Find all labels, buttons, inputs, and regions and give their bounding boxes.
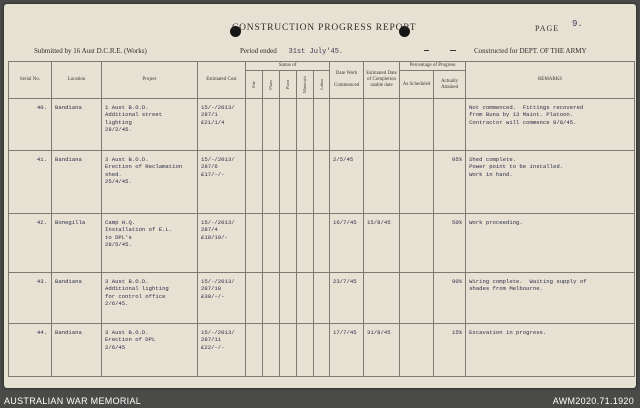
cell-completion — [364, 273, 400, 324]
cell-attained: 15% — [434, 324, 466, 377]
cell-scheduled — [400, 151, 434, 214]
table-row — [9, 99, 635, 151]
header-status-of: Status of — [246, 62, 330, 71]
cell-completion: 31/8/45 — [364, 324, 400, 377]
cell-remarks: Wiring complete. Waiting supply of shades from Melbourne. — [466, 273, 635, 324]
footer-credit: AUSTRALIAN WAR MEMORIAL — [4, 396, 142, 406]
cell-plant — [280, 99, 297, 151]
cell-scheduled — [400, 324, 434, 377]
table-row — [9, 214, 635, 273]
cell-remarks: Work proceeding. — [466, 214, 635, 273]
footer-accession-number: AWM2020.71.1920 — [552, 396, 634, 406]
cell-plant — [280, 324, 297, 377]
cell-plans — [263, 99, 280, 151]
submitted-value: 16 Aust D.C.R.E. (Works) — [73, 47, 147, 55]
header-project: Project — [102, 62, 198, 99]
cell-site — [246, 214, 263, 273]
cell-project: 3 Aust B.O.D. Additional lighting for control office 2/6/45. — [102, 273, 198, 324]
cell-completion: 15/8/45 — [364, 214, 400, 273]
header-plant-label: Plant — [285, 79, 291, 90]
header-commenced: Commenced — [333, 83, 360, 88]
cell-serial: 41. — [9, 151, 52, 214]
cell-site — [246, 324, 263, 377]
cell-materials — [297, 99, 314, 151]
cell-project: 3 Aust B.O.D. Erection of Reclamation shed. 25/4/45. — [102, 151, 198, 214]
header-actually-attained: Actually Attained — [434, 71, 466, 99]
cell-plant — [280, 214, 297, 273]
cell-commenced: 17/7/45 — [330, 324, 364, 377]
constructed-for — [474, 47, 587, 55]
period-value: 31st July'45. — [288, 48, 344, 56]
cell-scheduled — [400, 273, 434, 324]
cell-scheduled — [400, 214, 434, 273]
period-ended — [240, 47, 343, 56]
cell-completion — [364, 151, 400, 214]
cell-plans — [263, 324, 280, 377]
cell-site — [246, 273, 263, 324]
header-materials — [297, 71, 314, 99]
header-materials-label: Materials — [302, 76, 308, 93]
header-plans-label: Plans — [268, 79, 274, 90]
table-row — [9, 151, 635, 214]
period-label: Period ended — [240, 47, 277, 55]
cell-labor — [314, 273, 330, 324]
constructed-value: DEPT. OF THE ARMY — [519, 47, 587, 55]
cell-plans — [263, 214, 280, 273]
progress-table — [8, 61, 635, 377]
cell-cost: 15/-/2013/ 287/11 £22/-/- — [198, 324, 246, 377]
cell-attained: 50% — [434, 214, 466, 273]
cell-serial: 42. — [9, 214, 52, 273]
header-remarks: REMARKS — [466, 62, 635, 99]
cell-attained: 95% — [434, 151, 466, 214]
cell-plans — [263, 273, 280, 324]
cell-location: Bandiana — [52, 273, 102, 324]
header-plant — [280, 71, 297, 99]
cell-commenced: 16/7/45 — [330, 214, 364, 273]
cell-completion — [364, 99, 400, 151]
cell-plant — [280, 273, 297, 324]
header-date-work-label: Date Work — [335, 71, 358, 77]
cell-location: Bandiana — [52, 99, 102, 151]
cell-project: 3 Aust B.O.D. Erection of DPL 2/6/45 — [102, 324, 198, 377]
cell-labor — [314, 324, 330, 377]
table-row — [9, 324, 635, 377]
cell-materials — [297, 214, 314, 273]
cell-serial: 43. — [9, 273, 52, 324]
cell-attained — [434, 99, 466, 151]
cell-labor — [314, 214, 330, 273]
cell-location: Bandiana — [52, 324, 102, 377]
submitted-by — [34, 47, 147, 55]
header-as-scheduled: As Scheduled — [400, 71, 434, 99]
header-serial: Serial No. — [9, 62, 52, 99]
cell-remarks: Shed complete. Power point to be installed. Work in hand. — [466, 151, 635, 214]
cell-cost: 15/-/2013/ 287/10 £30/-/- — [198, 273, 246, 324]
cell-site — [246, 151, 263, 214]
cell-location: Bandiana — [52, 151, 102, 214]
cell-attained: 90% — [434, 273, 466, 324]
cell-cost: 15/-/2013/ 287/1 £21/1/4 — [198, 99, 246, 151]
cell-serial: 44. — [9, 324, 52, 377]
header-labor-label: Labor — [318, 79, 324, 90]
cell-materials — [297, 151, 314, 214]
cell-cost: 15/-/2013/ 287/4 £18/10/- — [198, 214, 246, 273]
cell-project: Camp H.Q. Installation of E.L. to DPL's 28/5/45. — [102, 214, 198, 273]
cell-labor — [314, 151, 330, 214]
header-plans — [263, 71, 280, 99]
cell-site — [246, 99, 263, 151]
cell-scheduled — [400, 99, 434, 151]
header-site-label: Site — [251, 80, 257, 88]
cell-serial: 40. — [9, 99, 52, 151]
cell-commenced — [330, 99, 364, 151]
page-number: 9. — [572, 19, 583, 29]
cell-labor — [314, 99, 330, 151]
cell-commenced: 23/7/45 — [330, 273, 364, 324]
submitted-label: Submitted by — [34, 47, 72, 55]
document-sheet — [4, 4, 636, 388]
cell-materials — [297, 273, 314, 324]
cell-materials — [297, 324, 314, 377]
header-location: Location — [52, 62, 102, 99]
cell-remarks: Excavation in progress. — [466, 324, 635, 377]
cell-commenced: 2/5/45 — [330, 151, 364, 214]
report-title: CONSTRUCTION PROGRESS REPORT — [232, 23, 417, 33]
header-estimated-cost: Estimated Cost — [198, 62, 246, 99]
cell-cost: 15/-/2013/ 287/6 £17/-/- — [198, 151, 246, 214]
header-date-work — [330, 62, 364, 99]
header-percentage: Percentage of Progress — [400, 62, 466, 71]
cell-location: Bonegilla — [52, 214, 102, 273]
cell-plant — [280, 151, 297, 214]
cell-project: 1 Aust B.O.D. Additional street lighting 28/2/45. — [102, 99, 198, 151]
header-labor — [314, 71, 330, 99]
cell-remarks: Not commenced. Fittings recovered from Buna by 13 Maint. Platoon. Contractor will commence 8/8/45. — [466, 99, 635, 151]
cell-plans — [263, 151, 280, 214]
page-label: PAGE — [535, 24, 560, 33]
constructed-label: Constructed for — [474, 47, 518, 55]
dash-mark — [450, 50, 456, 51]
header-estimated-completion: Estimated Date of Completion usable date — [364, 62, 400, 99]
table-row — [9, 273, 635, 324]
header-site — [246, 71, 263, 99]
dash-mark — [424, 50, 429, 51]
